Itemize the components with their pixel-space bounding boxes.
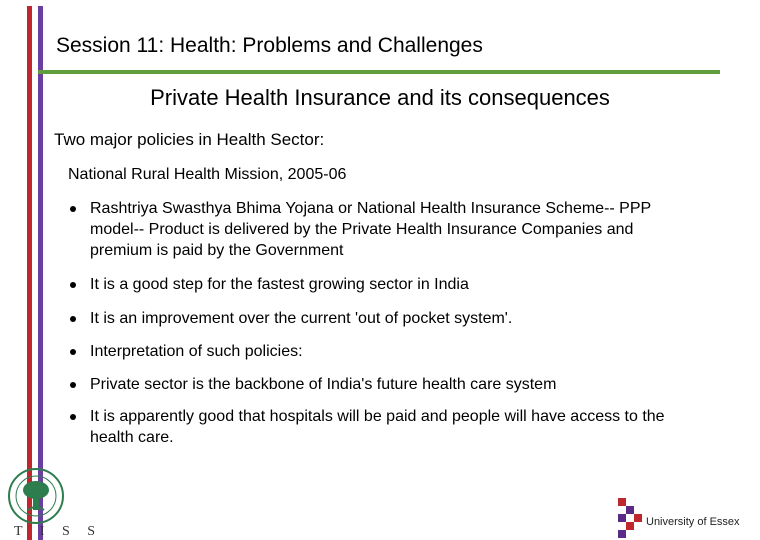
bullet-icon — [70, 414, 76, 420]
bullet-icon — [70, 316, 76, 322]
policy-heading: National Rural Health Mission, 2005-06 — [68, 166, 347, 183]
bullet-icon — [70, 349, 76, 355]
title-underline — [38, 70, 720, 74]
bullet-icon — [70, 206, 76, 212]
bullet-icon — [70, 282, 76, 288]
intro-text: Two major policies in Health Sector: — [54, 130, 325, 149]
bullet-text: It is a good step for the fastest growing sector in India — [90, 276, 469, 293]
bullet-text: Private sector is the backbone of India's future health care system — [90, 376, 557, 393]
essex-label: University of Essex — [646, 516, 740, 528]
bullet-icon — [70, 382, 76, 388]
essex-logo-icon — [618, 498, 642, 540]
tiss-label: T I S S — [14, 524, 103, 539]
bullet-text: It is apparently good that hospitals will be paid and people will have access to the health care. — [90, 408, 665, 446]
bullet-text: Interpretation of such policies: — [90, 343, 303, 360]
bullet-text: Rashtriya Swasthya Bhima Yojana or National Health Insurance Scheme-- PPP model-- Product is delivered by the Private Health Insurance Companies and premium is paid by the Government — [90, 200, 651, 259]
slide-title: Session 11: Health: Problems and Challenges — [56, 34, 483, 57]
bullet-text: It is an improvement over the current 'out of pocket system'. — [90, 310, 513, 327]
slide-subtitle: Private Health Insurance and its consequences — [150, 85, 610, 110]
